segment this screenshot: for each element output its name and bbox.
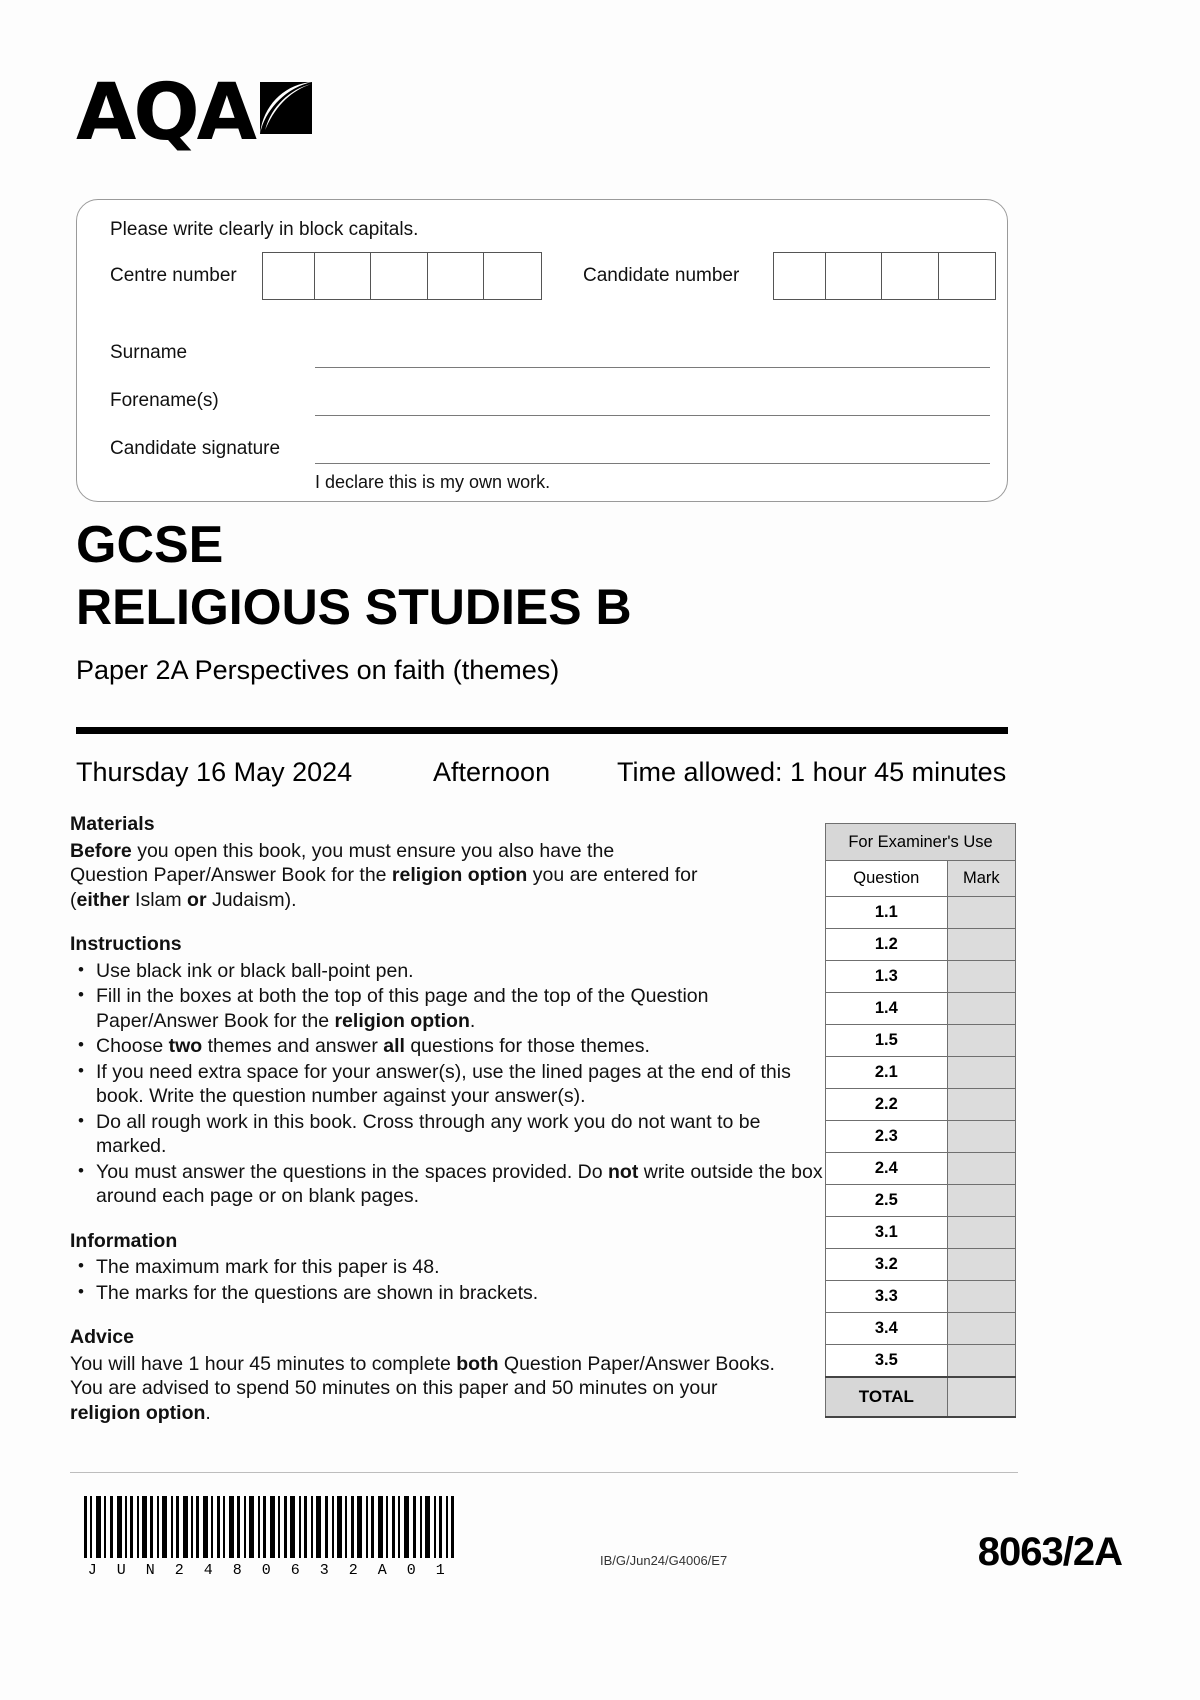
surname-field[interactable] — [110, 342, 990, 368]
centre-number-label: Centre number — [110, 265, 237, 286]
mark-cell[interactable] — [947, 1089, 1015, 1121]
centre-number-input[interactable] — [262, 252, 542, 300]
information-section — [70, 1229, 830, 1306]
information-heading: Information — [70, 1229, 178, 1252]
question-number: 1.3 — [826, 961, 948, 993]
table-row — [826, 1345, 1016, 1378]
advice-heading: Advice — [70, 1326, 134, 1348]
signature-label: Candidate signature — [110, 438, 281, 459]
question-number: 1.1 — [826, 897, 948, 929]
examiner-use-table — [825, 823, 1016, 1418]
mark-cell[interactable] — [947, 1313, 1015, 1345]
materials-line3-b: Islam — [129, 888, 188, 911]
exam-date: Thursday 16 May 2024 — [76, 757, 353, 787]
question-number: 3.4 — [826, 1313, 948, 1345]
table-row — [826, 993, 1016, 1025]
mark-cell[interactable] — [947, 993, 1015, 1025]
information-text: The marks for the questions are shown in brackets. — [96, 1281, 539, 1304]
surname-input[interactable] — [315, 345, 990, 368]
materials-line2-a: Question Paper/Answer Book for the — [70, 864, 392, 886]
list-item — [70, 1034, 830, 1059]
materials-body — [70, 839, 830, 913]
list-item — [70, 1160, 830, 1209]
advice-bold-both: both — [456, 1352, 499, 1375]
forenames-input[interactable] — [315, 393, 990, 416]
table-row — [826, 897, 1016, 929]
paper-title: Paper 2A Perspectives on faith (themes) — [76, 655, 560, 685]
candidate-number-field[interactable] — [583, 252, 996, 300]
declaration-text: I declare this is my own work. — [315, 472, 551, 492]
centre-number-digit[interactable] — [263, 253, 315, 299]
surname-label: Surname — [110, 342, 188, 363]
table-row — [826, 1185, 1016, 1217]
question-number: 3.2 — [826, 1249, 948, 1281]
qualification-title: GCSE — [76, 516, 224, 574]
candidate-number-digit[interactable] — [887, 253, 939, 299]
question-number: 3.5 — [826, 1345, 948, 1378]
list-item — [70, 959, 830, 984]
candidate-number-digit[interactable] — [830, 253, 882, 299]
table-row — [826, 1089, 1016, 1121]
centre-number-digit[interactable] — [376, 253, 428, 299]
mark-cell[interactable] — [947, 961, 1015, 993]
instruction-text: Fill in the boxes at both the top of this page and the top of the Question Paper/Answer Book for the — [96, 985, 709, 1032]
instruction-bold: not — [608, 1160, 639, 1183]
advice-line1-a: You will have 1 hour 45 minutes to complete — [70, 1352, 457, 1375]
table-row — [826, 1121, 1016, 1153]
question-number: 3.3 — [826, 1281, 948, 1313]
instruction-text: Choose — [96, 1035, 169, 1057]
table-row — [826, 1057, 1016, 1089]
list-item — [70, 1255, 830, 1280]
instruction-text: You must answer the questions in the spaces provided. Do — [96, 1160, 608, 1183]
instruction-text: Do all rough work in this book. Cross through any work you do not want to be marked. — [96, 1110, 761, 1157]
table-row — [826, 1153, 1016, 1185]
advice-line1-b: Question Paper/Answer Books. — [498, 1352, 775, 1375]
table-row — [826, 1025, 1016, 1057]
block-capitals-note: Please write clearly in block capitals. — [110, 219, 419, 240]
question-number: 1.4 — [826, 993, 948, 1025]
advice-section — [70, 1325, 830, 1425]
question-number: 3.1 — [826, 1217, 948, 1249]
mark-cell[interactable] — [947, 1345, 1015, 1378]
table-row — [826, 1217, 1016, 1249]
forenames-label: Forename(s) — [110, 390, 219, 411]
table-row-total — [826, 1377, 1016, 1417]
aqa-leaf-mark-icon — [260, 82, 312, 134]
question-number: 1.2 — [826, 929, 948, 961]
materials-bold-or: or — [187, 888, 207, 911]
footer-divider — [70, 1472, 1018, 1473]
table-row — [826, 1281, 1016, 1313]
materials-line2-b: you are entered for — [527, 864, 698, 886]
question-number: 2.5 — [826, 1185, 948, 1217]
instructions-section — [70, 932, 830, 1209]
advice-line2: You are advised to spend 50 minutes on this paper and 50 minutes on your — [70, 1377, 718, 1399]
advice-line3-b: . — [205, 1401, 211, 1424]
materials-bold-either: either — [76, 888, 130, 911]
examiner-col-question: Question — [826, 861, 948, 897]
mark-cell[interactable] — [947, 897, 1015, 929]
mark-cell[interactable] — [947, 1185, 1015, 1217]
table-row — [826, 1313, 1016, 1345]
instruction-text-tail: . — [469, 1009, 476, 1032]
candidate-number-digit[interactable] — [774, 253, 826, 299]
total-mark-cell[interactable] — [947, 1377, 1015, 1417]
subject-title: RELIGIOUS STUDIES B — [76, 579, 632, 635]
aqa-wordmark: AQA — [76, 68, 255, 158]
instruction-text: Use black ink or black ball-point pen. — [96, 959, 414, 982]
advice-bold-religion-option: religion option — [70, 1401, 206, 1424]
question-number: 2.3 — [826, 1121, 948, 1153]
materials-line3-c: Judaism). — [206, 888, 297, 911]
information-text: The maximum mark for this paper is 48. — [96, 1256, 440, 1278]
list-item — [70, 1060, 830, 1109]
forenames-field[interactable] — [110, 390, 990, 416]
question-number: 2.1 — [826, 1057, 948, 1089]
header-divider — [76, 727, 1008, 734]
materials-line1-rest: you open this book, you must ensure you also have the — [131, 839, 615, 862]
materials-bold-religion-option: religion option — [391, 864, 528, 886]
instructions-list — [70, 959, 830, 1209]
ib-reference: IB/G/Jun24/G4006/E7 — [600, 1553, 728, 1568]
instruction-text-tail: write outside the box around each page or on blank pages. — [96, 1160, 823, 1207]
signature-input[interactable] — [315, 441, 990, 464]
mark-cell[interactable] — [947, 1121, 1015, 1153]
instruction-text: If you need extra space for your answer(s), use the lined pages at the end of this book. Write the question number against your answer(s). — [96, 1060, 791, 1107]
materials-bold-before: Before — [70, 839, 132, 862]
instructions-heading: Instructions — [70, 933, 182, 955]
materials-heading: Materials — [70, 813, 155, 835]
instruction-text-tail: questions for those themes. — [404, 1035, 650, 1057]
examiner-col-mark: Mark — [947, 861, 1015, 897]
exam-session: Afternoon — [433, 757, 551, 787]
advice-body — [70, 1352, 830, 1426]
list-item — [70, 984, 830, 1033]
mark-cell[interactable] — [947, 1057, 1015, 1089]
mark-cell[interactable] — [947, 929, 1015, 961]
instruction-bold: two — [168, 1035, 203, 1057]
list-item — [70, 1110, 830, 1159]
mark-cell[interactable] — [947, 1249, 1015, 1281]
mark-cell[interactable] — [947, 1025, 1015, 1057]
aqa-logo — [76, 68, 312, 158]
centre-number-field[interactable] — [110, 252, 542, 300]
materials-line3-a: ( — [70, 888, 77, 911]
exam-time-allowed: Time allowed: 1 hour 45 minutes — [617, 757, 1007, 787]
paper-code: 8063/2A — [977, 1530, 1122, 1574]
candidate-number-label: Candidate number — [583, 265, 740, 286]
table-row — [826, 961, 1016, 993]
candidate-number-digit[interactable] — [943, 253, 995, 299]
materials-section — [70, 812, 830, 912]
total-label: TOTAL — [826, 1377, 948, 1417]
mark-cell[interactable] — [947, 1153, 1015, 1185]
cover-instructions-content — [70, 812, 830, 1445]
mark-cell[interactable] — [947, 1281, 1015, 1313]
centre-number-digit[interactable] — [432, 253, 484, 299]
information-list — [70, 1255, 830, 1305]
candidate-details-box — [76, 199, 1008, 502]
examiner-table-title: For Examiner's Use — [826, 824, 1016, 861]
barcode-number: J U N 2 4 8 0 6 3 2 A 0 1 — [87, 1562, 451, 1579]
exam-datetime-bar — [76, 757, 1016, 793]
barcode-image — [80, 1496, 458, 1558]
instruction-bold: religion option — [334, 1009, 470, 1032]
question-number: 2.2 — [826, 1089, 948, 1121]
centre-number-digit[interactable] — [489, 253, 541, 299]
question-number: 1.5 — [826, 1025, 948, 1057]
table-row — [826, 929, 1016, 961]
centre-number-digit[interactable] — [319, 253, 371, 299]
instruction-text-mid: themes and answer — [202, 1035, 384, 1057]
instruction-bold-2: all — [383, 1035, 405, 1057]
question-number: 2.4 — [826, 1153, 948, 1185]
list-item — [70, 1281, 830, 1306]
candidate-number-input[interactable] — [773, 252, 996, 300]
table-row — [826, 1249, 1016, 1281]
signature-field[interactable] — [110, 438, 990, 464]
mark-cell[interactable] — [947, 1217, 1015, 1249]
